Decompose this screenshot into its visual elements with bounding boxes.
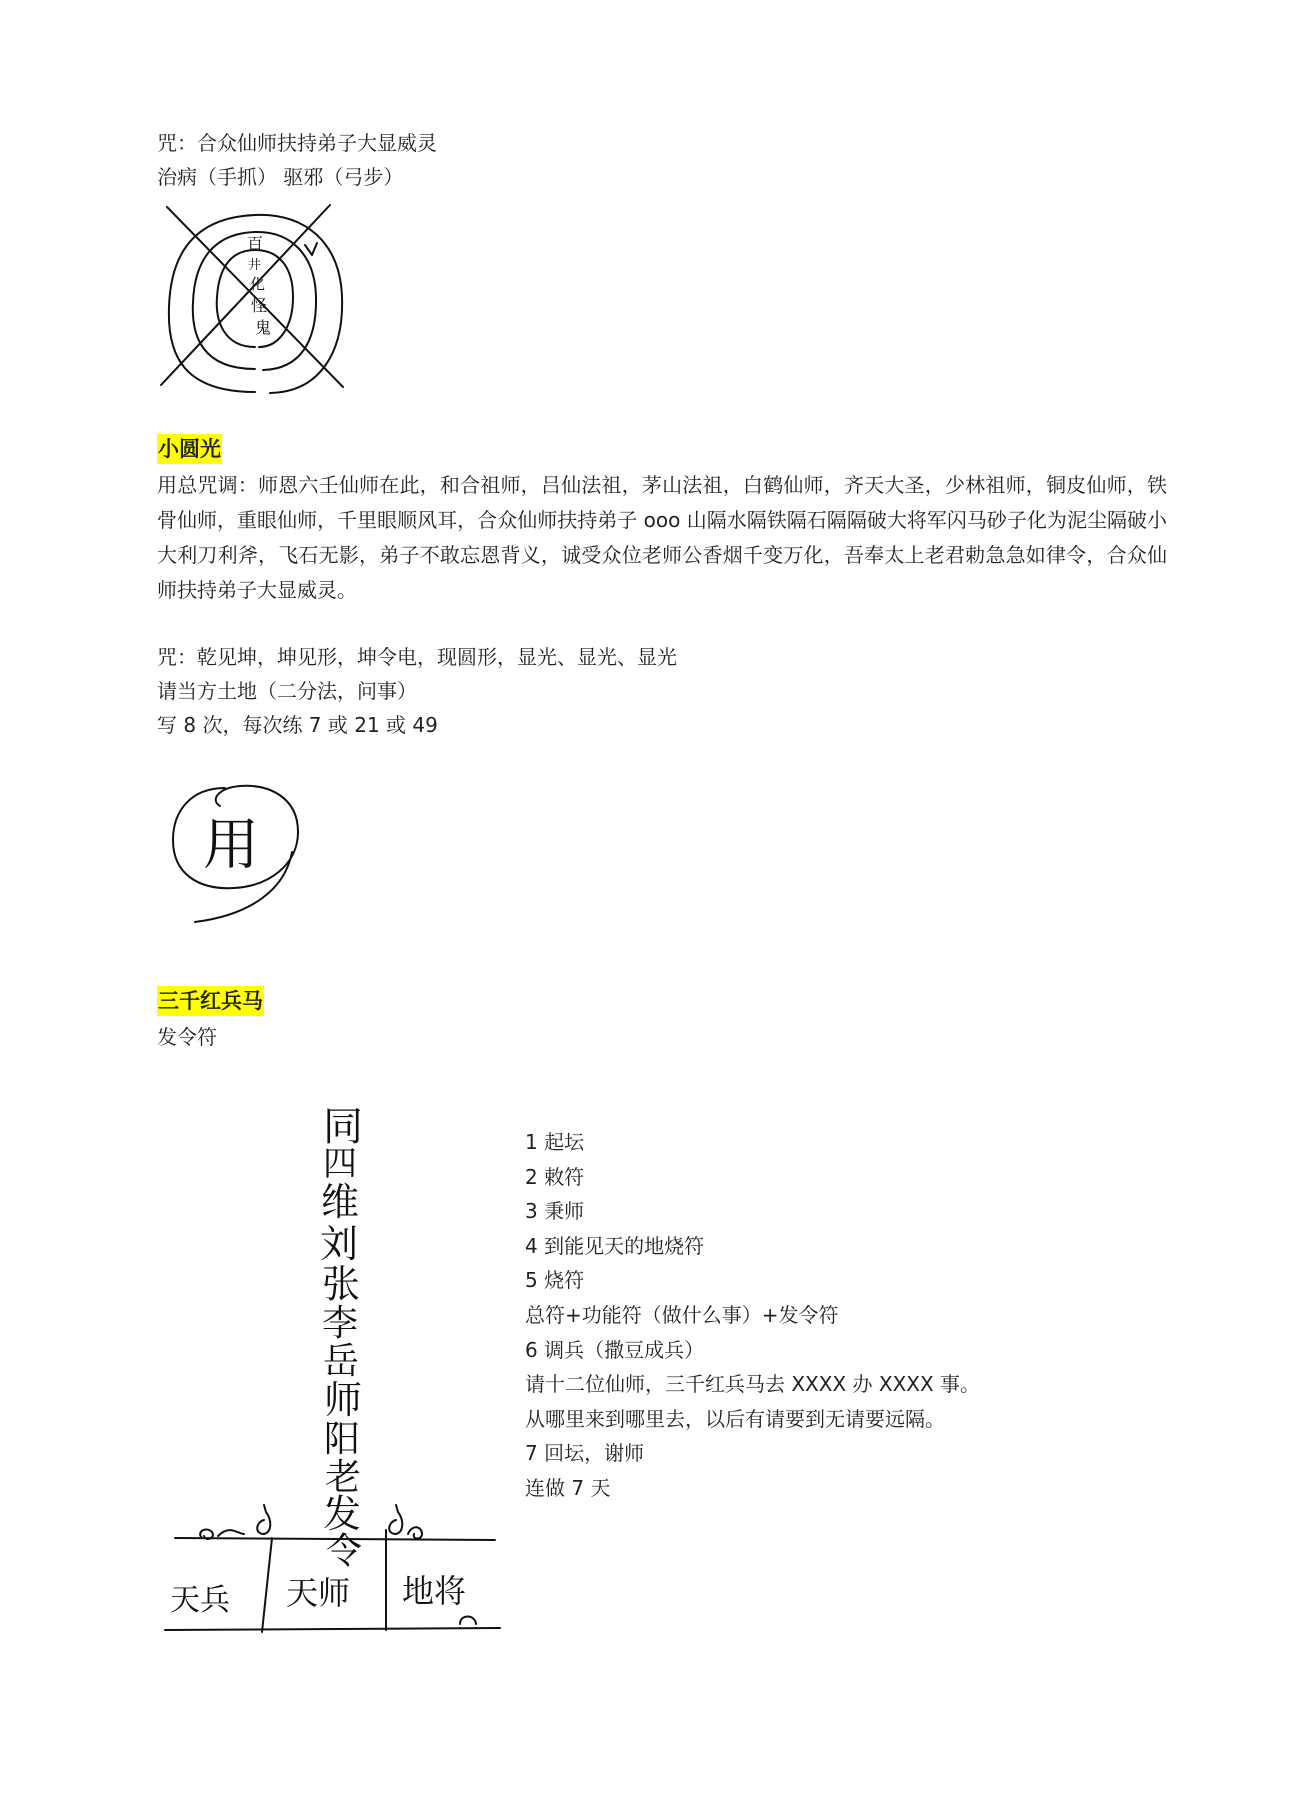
ritual-steps-list <box>525 1125 1025 1506</box>
symbol-char: 用 <box>203 813 259 878</box>
invoke-line: 请当方土地（二分法，问事） <box>157 679 417 703</box>
talisman-column-char: 刘 <box>320 1222 359 1266</box>
section-heading-san-qian-hong-bing-ma: 三千红兵马 <box>157 986 264 1016</box>
talisman-column-char: 师 <box>324 1378 363 1422</box>
methods-line: 治病（手抓） 驱邪（弓步） <box>157 165 404 189</box>
list-item: 3 秉师 <box>525 1199 585 1224</box>
talisman-char: 鬼 <box>255 318 272 337</box>
talisman-column-char: 同 <box>323 1104 363 1150</box>
talisman-column-char: 岳 <box>323 1341 360 1382</box>
mantra-line-2: 咒：乾见坤，坤见形，坤令电，现圆形，显光、显光、显光 <box>157 645 677 669</box>
talisman-base-label: 天兵 <box>170 1583 230 1618</box>
talisman-column-char: 张 <box>322 1262 361 1306</box>
list-item: 请十二位仙师，三千红兵马去 XXXX 办 XXXX 事。 <box>525 1372 981 1397</box>
talisman-char: 百 <box>247 234 264 253</box>
list-item: 7 回坛，谢师 <box>525 1441 645 1466</box>
talisman-char: 化 <box>250 275 266 293</box>
talisman-base-label: 地将 <box>402 1572 467 1610</box>
talisman-column-char: 老 <box>325 1457 362 1498</box>
mantra-line: 咒：合众仙师扶持弟子大显威灵 <box>157 131 437 155</box>
talisman-column-char: 令 <box>326 1531 363 1572</box>
list-item: 4 到能见天的地烧符 <box>525 1233 705 1258</box>
list-item: 总符+功能符（做什么事）+发令符 <box>525 1302 839 1327</box>
subtitle-fa-ling-fu: 发令符 <box>157 1025 217 1049</box>
talisman-char: 怪 <box>251 296 268 315</box>
list-item: 1 起坛 <box>525 1130 585 1154</box>
talisman-char: 井 <box>248 258 262 273</box>
practice-line: 写 8 次，每次练 7 或 21 或 49 <box>157 713 438 737</box>
list-item: 连做 7 天 <box>525 1475 611 1500</box>
talisman-drawing-spiral <box>155 197 355 397</box>
talisman-column-char: 维 <box>321 1180 360 1224</box>
section-heading-xiao-yuan-guang: 小圆光 <box>157 434 222 464</box>
talisman-column-char: 发 <box>323 1492 362 1536</box>
talisman-column-char: 李 <box>322 1303 359 1344</box>
talisman-base-drawing <box>160 1500 505 1640</box>
talisman-column-char: 四 <box>323 1144 357 1184</box>
list-item: 2 敕符 <box>525 1164 585 1189</box>
list-item: 6 调兵（撒豆成兵） <box>525 1337 705 1362</box>
list-item: 5 烧符 <box>525 1268 585 1293</box>
talisman-base-label: 天师 <box>286 1574 351 1612</box>
list-item: 从哪里来到哪里去，以后有请要到无请要远隔。 <box>525 1406 945 1431</box>
talisman-column-char: 阳 <box>324 1419 361 1460</box>
circle-symbol-drawing <box>170 780 310 930</box>
general-mantra-paragraph: 用总咒调：师恩六壬仙师在此，和合祖师，吕仙法祖，茅山法祖，白鹤仙师，齐天大圣，少林祖师，铜皮仙师，铁骨仙师，重眼仙师，千里眼顺风耳，合众仙师扶持弟子 ooo 山隔水隔铁隔石隔隔破大将军闪马砂子化为泥尘隔破小大利刀利斧，飞石无影，弟子不敢忘恩背义，诚受众位老师公香烟千变万化，吾奉太上老君勅急急如律令，合众仙师扶持弟子大显威灵。 <box>157 473 1167 602</box>
